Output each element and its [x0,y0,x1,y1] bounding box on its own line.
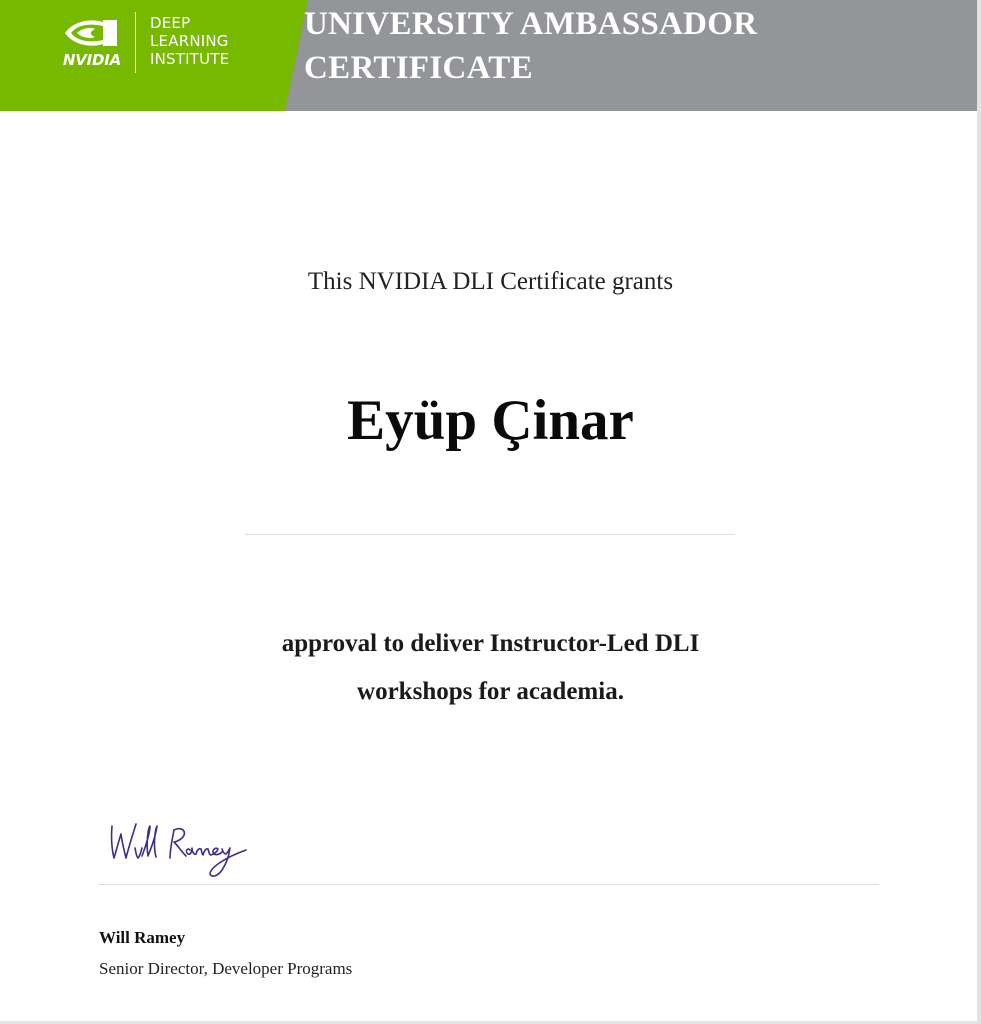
grant-statement: This NVIDIA DLI Certificate grants [307,268,674,295]
logo-divider [135,12,136,73]
nvidia-wordmark: NVIDIA [62,51,122,69]
page-edge [977,0,981,1024]
divider-line [245,534,735,535]
institute-line: LEARNING [150,32,229,50]
nvidia-eye-icon [57,14,127,52]
nvidia-logo [57,14,127,72]
institute-line: INSTITUTE [150,50,230,68]
signer-title: Senior Director, Developer Programs [99,959,353,978]
header-banner [0,0,977,111]
signer-name: Will Ramey [99,928,186,947]
certificate-title-line: CERTIFICATE [304,50,533,86]
certificate-title [304,2,757,90]
certificate-title-line: UNIVERSITY AMBASSADOR [304,6,758,42]
signature-line [99,884,879,885]
institute-line: DEEP [150,14,191,32]
handwritten-signature [106,818,251,884]
recipient-name: Eyüp Çinar [347,389,634,452]
approval-statement [0,620,981,716]
approval-line: approval to deliver Instructor-Led DLI [281,630,700,657]
institute-name [150,14,229,68]
approval-line: workshops for academia. [357,678,624,705]
